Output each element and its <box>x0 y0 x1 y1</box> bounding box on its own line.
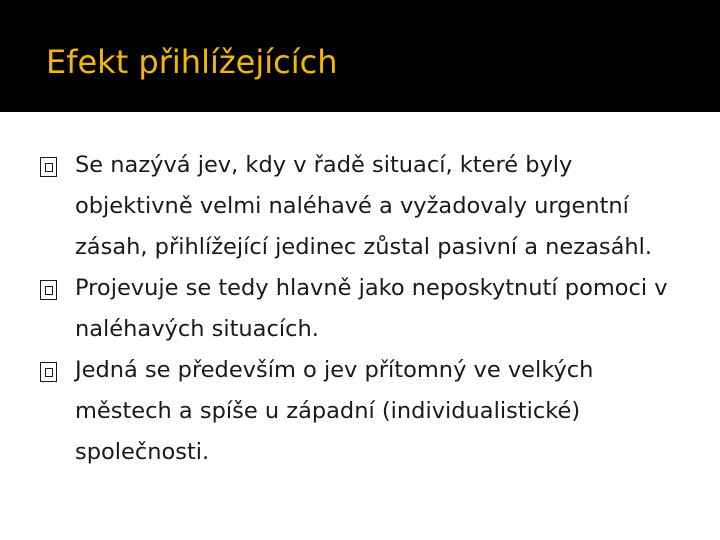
bullet-item <box>40 268 690 350</box>
bullet-list <box>40 145 690 473</box>
missing-glyph-bullet-icon <box>40 280 57 300</box>
slide-title: Efekt přihlížejících <box>46 43 338 81</box>
bullet-text: Jedná se především o jev přítomný ve velkých městech a spíše u západní (individualistické) společnosti. <box>75 357 594 465</box>
missing-glyph-bullet-icon <box>40 157 57 177</box>
bullet-text: Projevuje se tedy hlavně jako neposkytnutí pomoci v naléhavých situacích. <box>75 275 668 342</box>
title-bar <box>0 0 720 112</box>
bullet-text: Se nazývá jev, kdy v řadě situací, které byly objektivně velmi naléhavé a vyžadovaly urgentní zásah, přihlížející jedinec zůstal pasivní a nezasáhl. <box>75 152 653 260</box>
bullet-item <box>40 350 690 473</box>
missing-glyph-bullet-icon <box>40 362 57 382</box>
bullet-item <box>40 145 690 268</box>
